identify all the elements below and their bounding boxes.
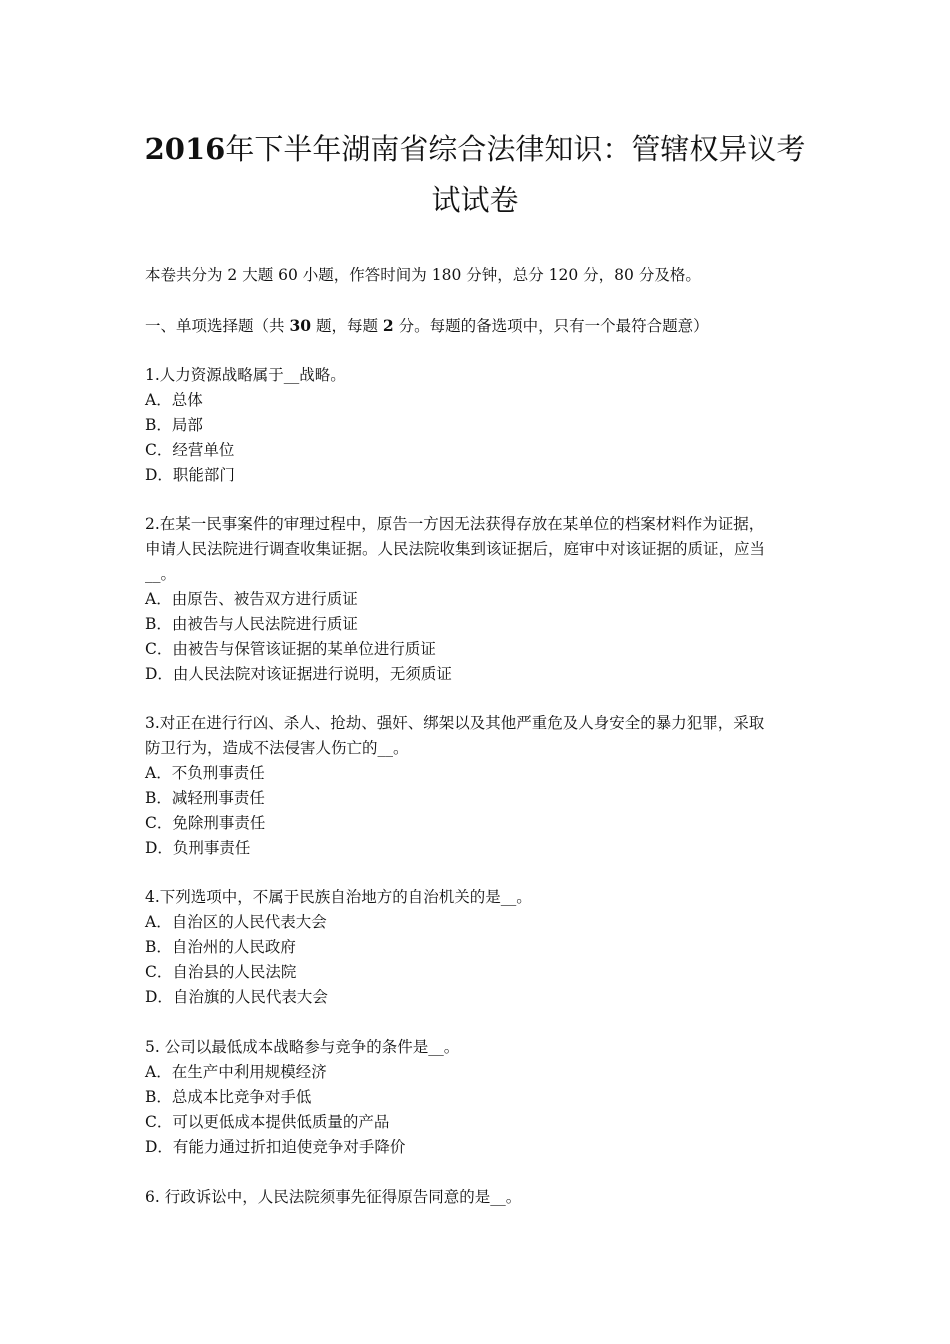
section-1-count: 30 — [289, 316, 312, 335]
question-5-option-b: B．总成本比竞争对手低 — [145, 1088, 312, 1106]
section-1-points: 2 — [382, 316, 394, 335]
question-4-option-c: C．自治县的人民法院 — [145, 963, 297, 981]
question-5-stem: 5. 公司以最低成本战略参与竞争的条件是__。 — [145, 1038, 460, 1056]
title-line-1-text: 年下半年湖南省综合法律知识：管辖权异议考 — [225, 132, 806, 166]
title-line-1 — [100, 122, 850, 176]
title-year: 2016 — [144, 132, 226, 166]
question-3-option-c: C．免除刑事责任 — [145, 814, 266, 832]
question-2-option-b: B．由被告与人民法院进行质证 — [145, 615, 358, 633]
question-2-stem-line-1: 2.在某一民事案件的审理过程中，原告一方因无法获得存放在某单位的档案材料作为证据， — [145, 515, 765, 533]
question-1-option-b: B．局部 — [145, 416, 203, 434]
question-2-stem-line-3: __。 — [145, 565, 177, 583]
section-1-prefix: 一、单项选择题（共 — [145, 317, 290, 335]
question-1-option-d: D．职能部门 — [145, 466, 235, 484]
question-1-option-c: C．经营单位 — [145, 441, 235, 459]
question-4-option-a: A．自治区的人民代表大会 — [145, 913, 327, 931]
section-1-suffix: 分。每题的备选项中，只有一个最符合题意） — [393, 317, 709, 335]
question-4-stem: 4.下列选项中，不属于民族自治地方的自治机关的是__。 — [145, 888, 532, 906]
question-2-option-d: D．由人民法院对该证据进行说明，无须质证 — [145, 665, 452, 683]
title-line-2: 试试卷 — [431, 183, 519, 217]
question-5-option-d: D．有能力通过折扣迫使竞争对手降价 — [145, 1138, 406, 1156]
question-2-stem-line-2: 申请人民法院进行调查收集证据。人民法院收集到该证据后，庭审中对该证据的质证，应当 — [145, 540, 766, 558]
question-2-option-a: A．由原告、被告双方进行质证 — [145, 590, 358, 608]
question-5-option-c: C．可以更低成本提供低质量的产品 — [145, 1113, 390, 1131]
question-3-stem-line-1: 3.对正在进行行凶、杀人、抢劫、强奸、绑架以及其他严重危及人身安全的暴力犯罪，采取 — [145, 714, 765, 732]
section-1-middle: 题，每题 — [311, 317, 383, 335]
section-1-header — [145, 313, 815, 339]
question-1-option-a: A．总体 — [145, 391, 203, 409]
question-3-option-b: B．减轻刑事责任 — [145, 789, 265, 807]
question-4-option-b: B．自治州的人民政府 — [145, 938, 296, 956]
question-6-stem: 6. 行政诉讼中，人民法院须事先征得原告同意的是__。 — [145, 1188, 522, 1206]
question-3-option-a: A．不负刑事责任 — [145, 764, 265, 782]
exam-intro: 本卷共分为 2 大题 60 小题，作答时间为 180 分钟，总分 120 分，80 分及格。 — [145, 266, 701, 284]
question-1-stem: 1.人力资源战略属于__战略。 — [145, 366, 346, 384]
question-4-option-d: D．自治旗的人民代表大会 — [145, 988, 328, 1006]
question-5-option-a: A．在生产中利用规模经济 — [145, 1063, 327, 1081]
question-3-stem-line-2: 防卫行为，造成不法侵害人伤亡的__。 — [145, 739, 409, 757]
question-3-option-d: D．负刑事责任 — [145, 839, 251, 857]
question-2-option-c: C．由被告与保管该证据的某单位进行质证 — [145, 640, 436, 658]
